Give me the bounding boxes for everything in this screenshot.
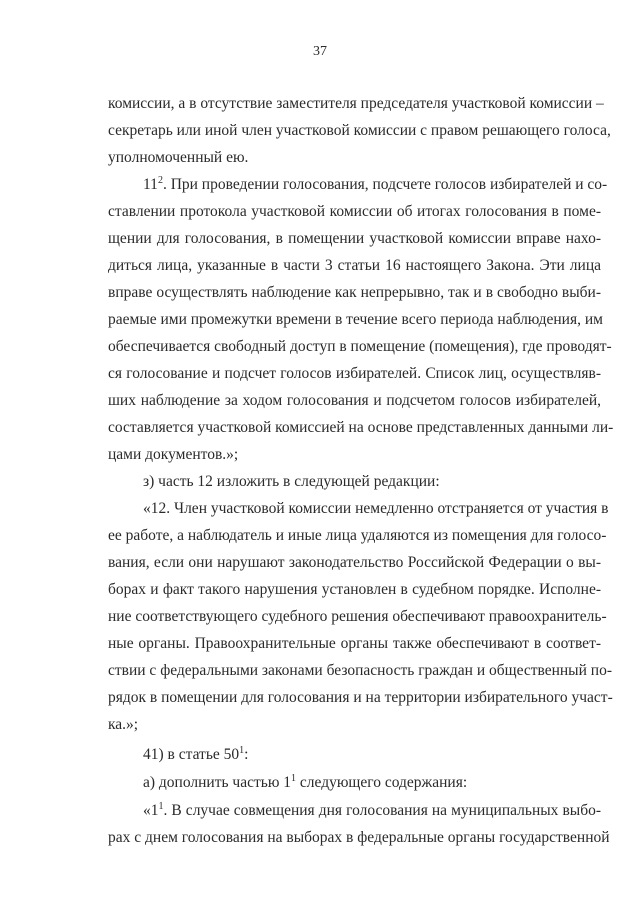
text-line: диться лица, указанные в части 3 статьи 16 настоящего Закона. Эти лица — [108, 257, 601, 274]
text-line: ние соответствующего судебного решения обеспечивают правоохранитель- — [108, 608, 607, 625]
superscript: 1 — [239, 745, 245, 756]
page-number: 37 — [313, 44, 327, 59]
text-run: следующего содержания: — [296, 774, 468, 791]
text-run: : — [244, 746, 249, 763]
text-line: комиссии, а в отсутствие заместителя председателя участковой комиссии – — [108, 95, 604, 112]
text-run: 41) в статье 50 — [143, 746, 240, 763]
text-line: ших наблюдение за ходом голосования и подсчетом голосов избирателей, — [108, 392, 601, 409]
text-line: раемые ими промежутки времени в течение всего периода наблюдения, им — [108, 311, 603, 328]
text-line: цами документов.»; — [108, 446, 239, 463]
text-line: ка.»; — [108, 716, 139, 733]
text-line: составляется участковой комиссией на основе представленных данными ли- — [108, 419, 614, 436]
text-line: ся голосование и подсчет голосов избирателей. Список лиц, осуществляв- — [108, 365, 601, 382]
text-line: рах с днем голосования на выборах в федеральные органы государственной — [108, 829, 610, 846]
text-line: секретарь или иной член участковой комиссии с правом решающего голоса, — [108, 122, 611, 139]
text-line: вправе осуществлять наблюдение как непрерывно, так и в свободно выби- — [108, 284, 601, 301]
text-line: рядок в помещении для голосования и на территории избирательного участ- — [108, 689, 613, 706]
text-run: «1 — [143, 802, 159, 819]
text-line: щении для голосования, в помещении участковой комиссии вправе нахо- — [108, 230, 601, 247]
text-run: 11 — [143, 176, 158, 193]
text-line: обеспечивается свободный доступ в помещение (помещения), где проводят- — [108, 338, 612, 355]
text-line: уполномоченный ею. — [108, 149, 249, 166]
text-line: борах и факт такого нарушения установлен в судебном порядке. Исполне- — [108, 581, 601, 598]
superscript: 2 — [157, 175, 163, 186]
text-line: ставлении протокола участковой комиссии об итогах голосования в поме- — [108, 203, 601, 220]
text-line: «12. Член участковой комиссии немедленно отстраняется от участия в — [143, 500, 609, 517]
text-run: . В случае совмещения дня голосования на муниципальных выбо- — [163, 802, 601, 819]
text-line: ные органы. Правоохранительные органы также обеспечивают в соответ- — [108, 635, 601, 652]
text-line — [143, 773, 601, 793]
text-line — [143, 801, 601, 821]
text-line — [143, 175, 608, 195]
text-line: ее работе, а наблюдатель и иные лица удаляются из помещения для голосо- — [108, 527, 607, 544]
text-line: ствии с федеральными законами безопасность граждан и общественный по- — [108, 662, 612, 679]
text-line: з) часть 12 изложить в следующей редакции: — [143, 473, 440, 490]
text-run: . При проведении голосования, подсчете голосов избирателей и со- — [162, 176, 608, 193]
superscript: 1 — [158, 801, 164, 812]
text-line — [143, 745, 601, 765]
superscript: 1 — [291, 773, 297, 784]
text-line: вания, если они нарушают законодательство Российской Федерации о вы- — [108, 554, 601, 571]
text-run: а) дополнить частью 1 — [143, 774, 292, 791]
